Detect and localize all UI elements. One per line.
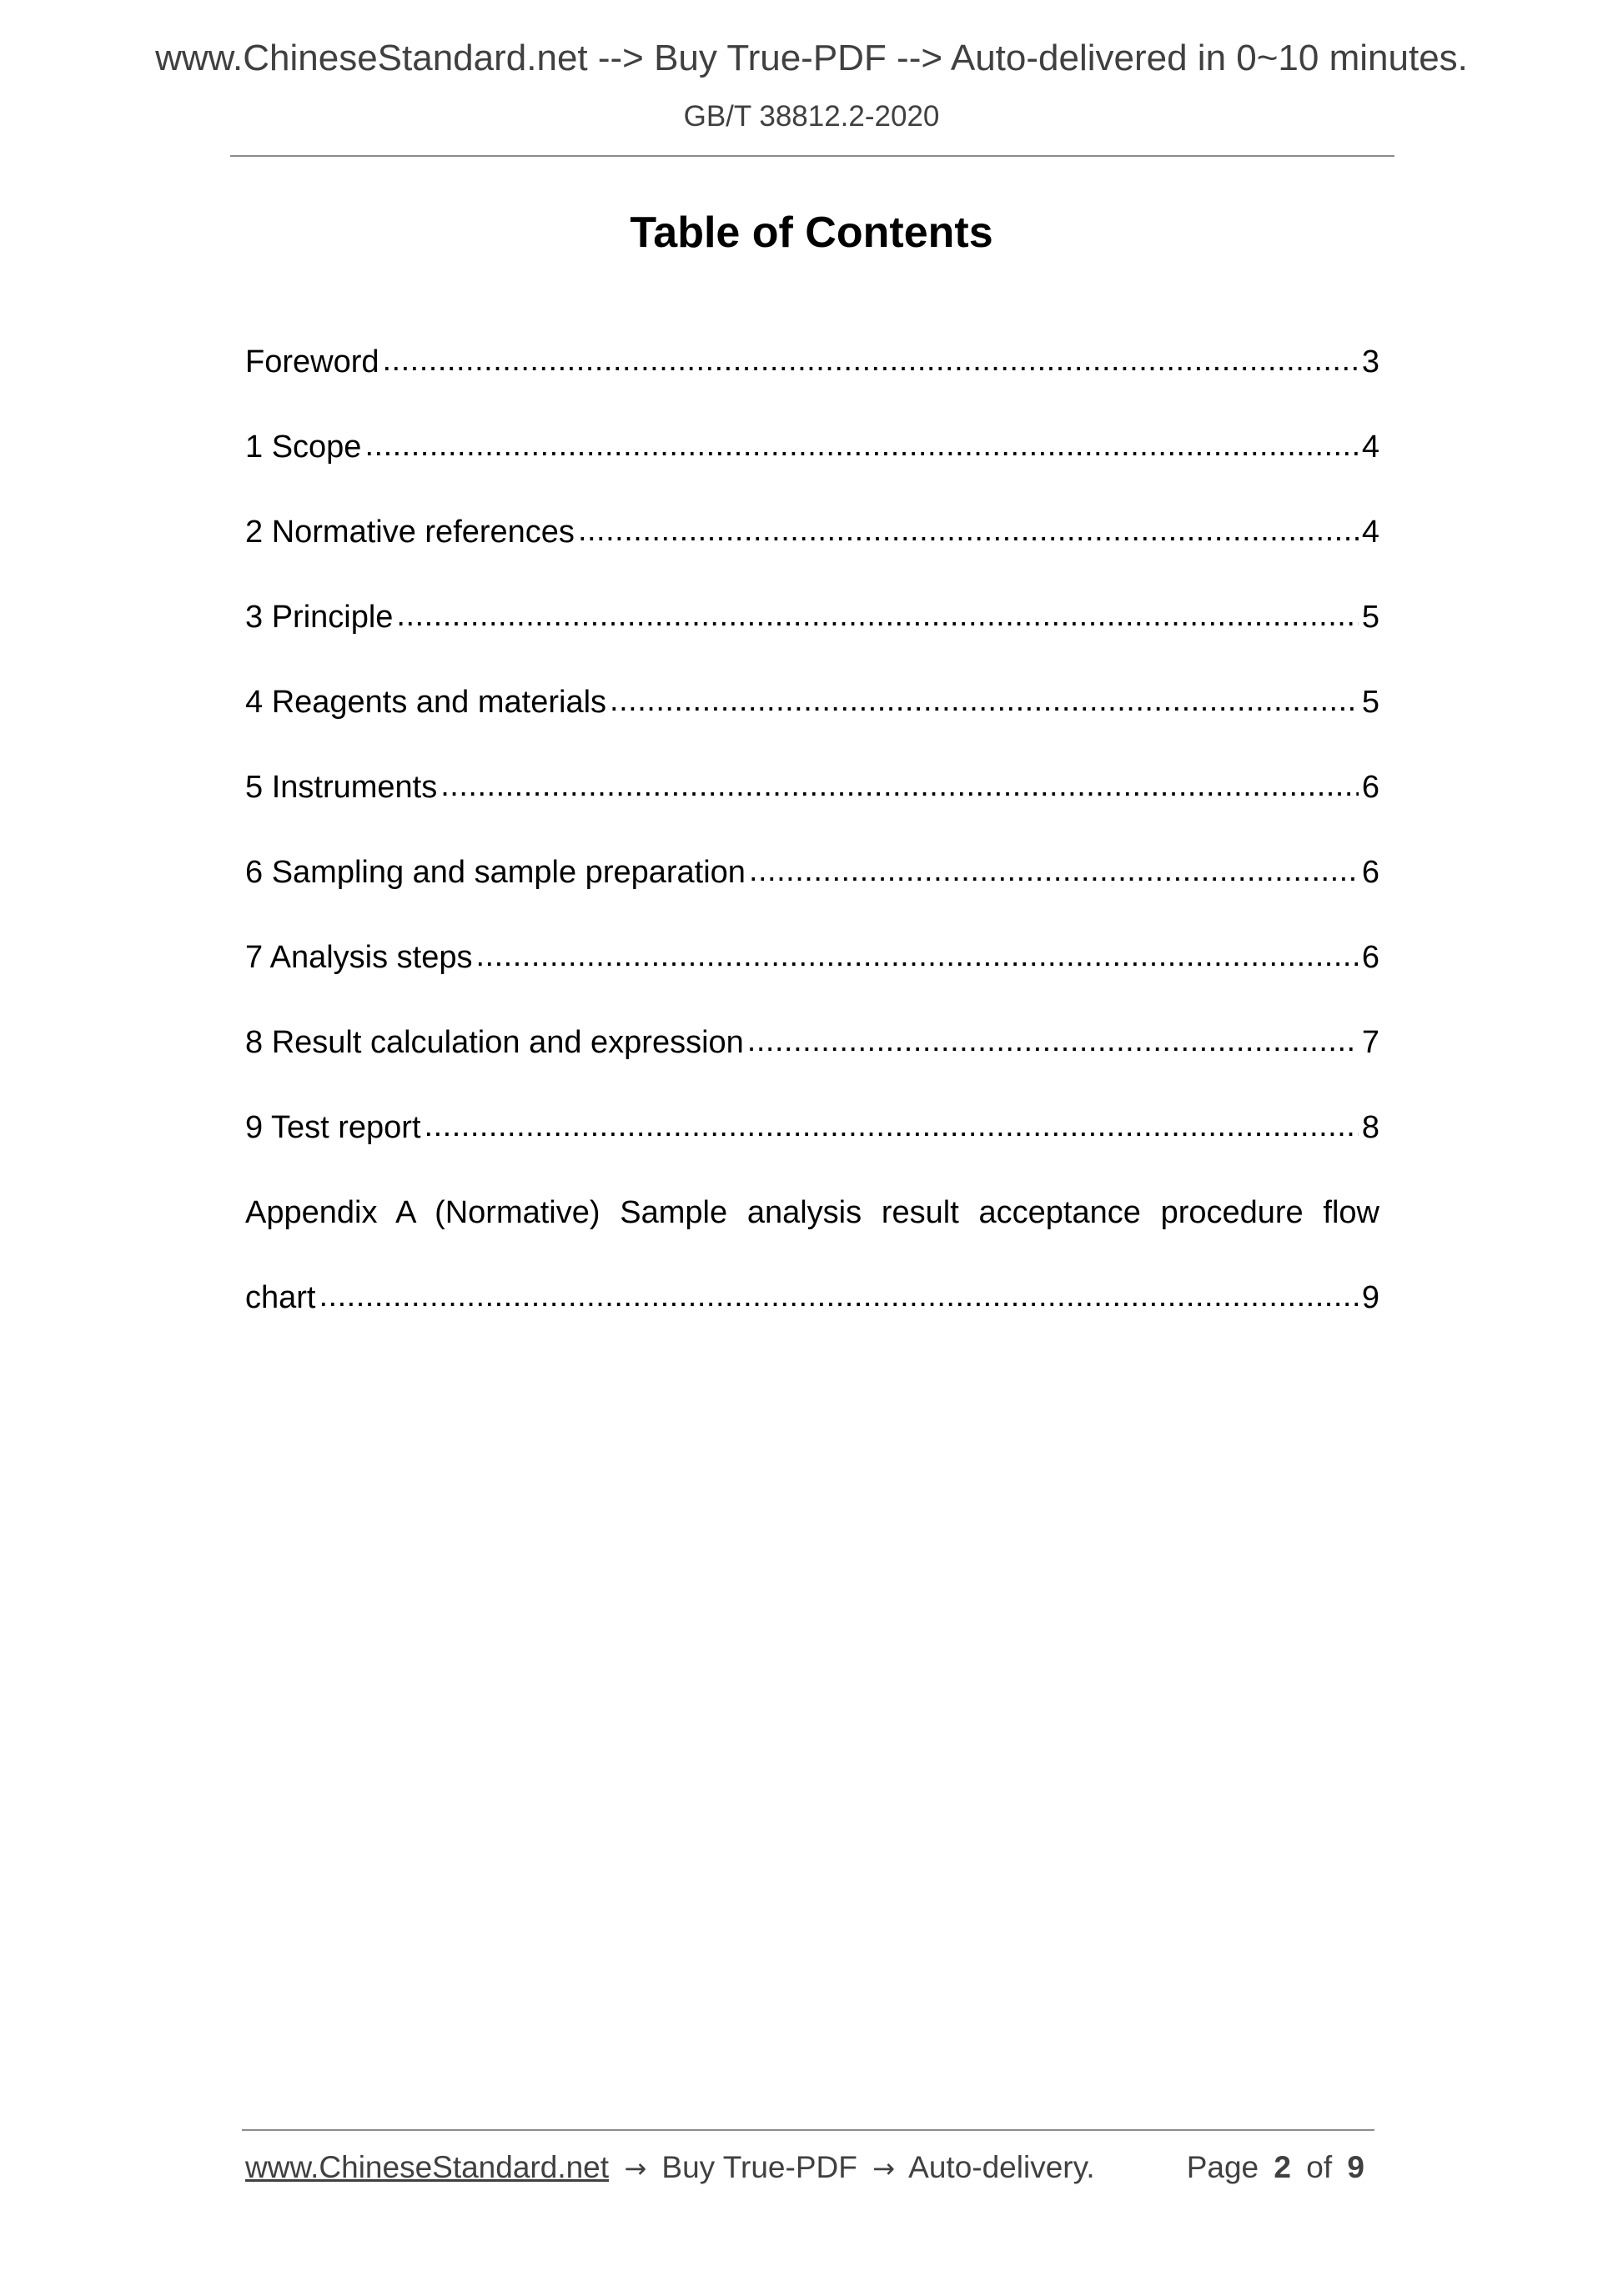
toc-entry-page: 4 xyxy=(1361,515,1379,550)
dot-leader xyxy=(425,1098,1359,1154)
page-word: Page xyxy=(1186,2150,1259,2184)
toc-entry-result-calculation[interactable] xyxy=(245,1014,1379,1099)
dot-leader xyxy=(578,502,1359,559)
toc-entry-page: 5 xyxy=(1361,600,1379,635)
toc-entry-page: 6 xyxy=(1361,855,1379,890)
toc-entry-label: Foreword xyxy=(245,344,379,379)
toc-entry-label: 9 Test report xyxy=(245,1110,421,1145)
toc-entry-label: 7 Analysis steps xyxy=(245,940,473,975)
dot-leader xyxy=(610,672,1359,729)
toc-entry-page: 4 xyxy=(1361,430,1379,465)
footer-buy-text: Buy True-PDF xyxy=(661,2150,857,2184)
toc-entry-page: 9 xyxy=(1361,1280,1379,1315)
toc-entry-appendix-a-line2[interactable] xyxy=(245,1269,1379,1354)
dot-leader xyxy=(747,1012,1359,1069)
dot-leader xyxy=(475,927,1358,984)
dot-leader xyxy=(319,1268,1358,1324)
toc-entry-label: 8 Result calculation and expression xyxy=(245,1025,744,1060)
footer-divider xyxy=(242,2129,1374,2131)
toc-entry-scope[interactable] xyxy=(245,419,1379,504)
website-link[interactable]: www.ChineseStandard.net xyxy=(245,2150,610,2184)
toc-entry-page: 7 xyxy=(1361,1025,1379,1060)
toc-entry-label: chart xyxy=(245,1280,316,1315)
toc-entry-page: 5 xyxy=(1361,685,1379,720)
toc-entry-instruments[interactable] xyxy=(245,759,1379,844)
toc-entry-test-report[interactable] xyxy=(245,1099,1379,1184)
toc-entry-normative-references[interactable] xyxy=(245,504,1379,589)
toc-entry-label: 6 Sampling and sample preparation xyxy=(245,855,746,890)
toc-entry-page: 3 xyxy=(1361,344,1379,379)
of-word: of xyxy=(1306,2150,1333,2184)
table-of-contents xyxy=(245,334,1379,1354)
toc-entry-page: 6 xyxy=(1361,940,1379,975)
toc-entry-label: 5 Instruments xyxy=(245,770,438,805)
toc-entry-label: 2 Normative references xyxy=(245,515,575,550)
dot-leader xyxy=(749,842,1359,899)
page-indicator xyxy=(1187,2147,1371,2188)
toc-entry-page: 8 xyxy=(1361,1110,1379,1145)
total-pages-number: 9 xyxy=(1347,2150,1364,2184)
toc-entry-foreword[interactable] xyxy=(245,334,1379,419)
dot-leader xyxy=(383,332,1359,389)
toc-entry-reagents-and-materials[interactable] xyxy=(245,674,1379,759)
arrow-right-icon: → xyxy=(872,2153,895,2184)
toc-entry-analysis-steps[interactable] xyxy=(245,929,1379,1014)
document-code: GB/T 38812.2-2020 xyxy=(683,100,940,133)
toc-entry-sampling[interactable] xyxy=(245,844,1379,929)
toc-entry-label: 1 Scope xyxy=(245,430,362,465)
page-title: Table of Contents xyxy=(630,208,993,257)
arrow-right-icon: → xyxy=(624,2153,647,2184)
toc-entry-label: Appendix A (Normative) Sample analysis result acceptance procedure flow xyxy=(245,1195,1379,1230)
toc-entry-principle[interactable] xyxy=(245,589,1379,674)
footer-promo xyxy=(245,2147,1095,2189)
toc-entry-label: 4 Reagents and materials xyxy=(245,685,607,720)
header-divider xyxy=(230,155,1394,157)
dot-leader xyxy=(396,587,1358,644)
dot-leader xyxy=(440,757,1359,814)
toc-entry-page: 6 xyxy=(1361,770,1379,805)
top-banner: www.ChineseStandard.net --> Buy True-PDF --> Auto-delivered in 0~10 minutes. xyxy=(155,38,1468,78)
toc-entry-label: 3 Principle xyxy=(245,600,394,635)
toc-entry-appendix-a-line1[interactable] xyxy=(245,1184,1379,1269)
footer-delivery-text: Auto-delivery. xyxy=(908,2150,1095,2184)
current-page-number: 2 xyxy=(1274,2150,1291,2184)
dot-leader xyxy=(364,417,1358,474)
